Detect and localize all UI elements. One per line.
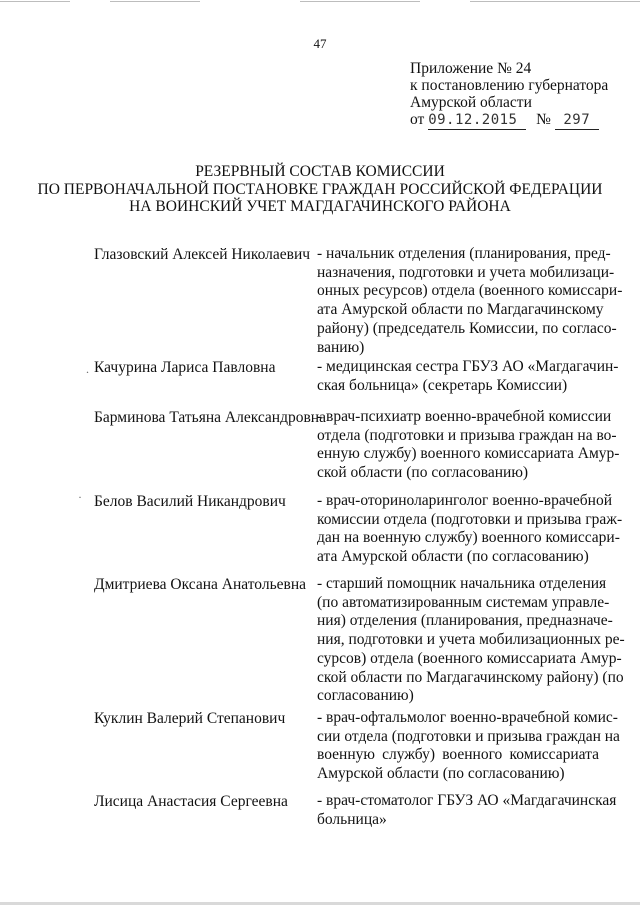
description-line: - медицинская сестра ГБУЗ АО «Магдагачин- [317,358,619,375]
member-name: Куклин Валерий Степанович [94,710,286,727]
member-description [317,245,623,357]
member-description [317,408,620,483]
member-name: Белов Василий Никандрович [94,493,286,510]
member-name: Лисица Анастасия Сергеевна [94,793,288,810]
description-line: ской области (по согласованию) [317,464,529,482]
appendix-line-3: Амурской области [410,94,532,111]
description-line: ванию) [317,338,365,356]
appendix-date-line [410,111,608,130]
member-description [317,575,625,706]
description-line: - врач-оториноларинголог военно-врачебной [317,492,613,509]
date-prefix: от [410,111,425,128]
description-line: - начальник отделения (планирования, пред- [317,245,611,262]
description-line: Амурской области (по согласованию) [317,765,565,783]
description-line: назначения, подготовки и учета мобилизаци- [317,263,615,281]
scan-speck: . [86,362,89,376]
description-line: - врач-психиатр военно-врачебной комиссии [317,408,612,425]
title-line-1: РЕЗЕРВНЫЙ СОСТАВ КОМИССИИ [195,163,445,180]
number-field [555,111,599,130]
date-field [428,111,526,130]
description-line: ата Амурской области (по согласованию) [317,548,589,566]
description-line: енную службу) военного комиссариата Амур- [317,445,620,463]
description-line: - врач-стоматолог ГБУЗ АО «Магдагачинская [317,792,617,809]
description-line: дан на военную службу) военного комиссари- [317,529,620,547]
number-prefix: № [536,111,551,128]
appendix-block [410,60,608,130]
description-line: ской области по Магдагачинскому району) (по [317,668,624,686]
member-name: Дмитриева Оксана Анатольевна [94,576,307,593]
description-line: ата Амурской области по Магдагачинскому [317,301,604,319]
scan-speck: · [78,490,82,504]
handwritten-date: 09.12.2015 [428,112,518,128]
member-description [317,358,619,395]
description-line: - старший помощник начальника отделения [317,575,607,592]
member-name: Барминова Татьяна Александровна [94,409,326,426]
description-line: ния, подготовки и учета мобилизационных ре- [317,631,625,649]
description-line: району) (председатель Комиссии, по согласо- [317,319,617,337]
member-description [317,792,617,829]
appendix-line-1: Приложение № 24 [410,60,532,77]
handwritten-number: 297 [563,112,591,128]
description-line: комиссии отдела (подготовки и призыва граж- [317,510,623,528]
description-line: ния) отделения (планирования, предназначе- [317,612,613,630]
member-description [317,709,620,784]
description-line: сии отдела (подготовки и призыва граждан на [317,727,620,745]
appendix-line-2: к постановлению губернатора [410,77,609,94]
description-line: - врач-офтальмолог военно-врачебной комис- [317,709,618,726]
title-line-2: ПО ПЕРВОНАЧАЛЬНОЙ ПОСТАНОВКЕ ГРАЖДАН РОССИЙСКОЙ ФЕДЕРАЦИИ [37,180,603,198]
member-description [317,492,623,567]
description-line: больница» [317,810,387,828]
description-line: согласованию) [317,687,414,705]
description-line: онных ресурсов) отдела (военного комиссари- [317,282,623,300]
description-line: ская больница» (секретарь Комиссии) [317,376,568,394]
title-line-3: НА ВОИНСКИЙ УЧЕТ МАГДАГАЧИНСКОГО РАЙОНА [129,198,511,215]
page-number: 47 [313,36,327,51]
member-name: Качурина Лариса Павловна [94,359,276,376]
member-name: Глазовский Алексей Николаевич [94,246,311,263]
scan-top-edge [0,0,640,4]
description-line: (по автоматизированным системам управле- [317,593,610,611]
document-title [0,163,640,216]
description-line: отдела (подготовки и призыва граждан на во- [317,426,617,444]
description-line: сурсов) отдела (военного комиссариата Амур- [317,649,622,667]
description-line: военную службу) военного комиссариата [317,746,599,764]
